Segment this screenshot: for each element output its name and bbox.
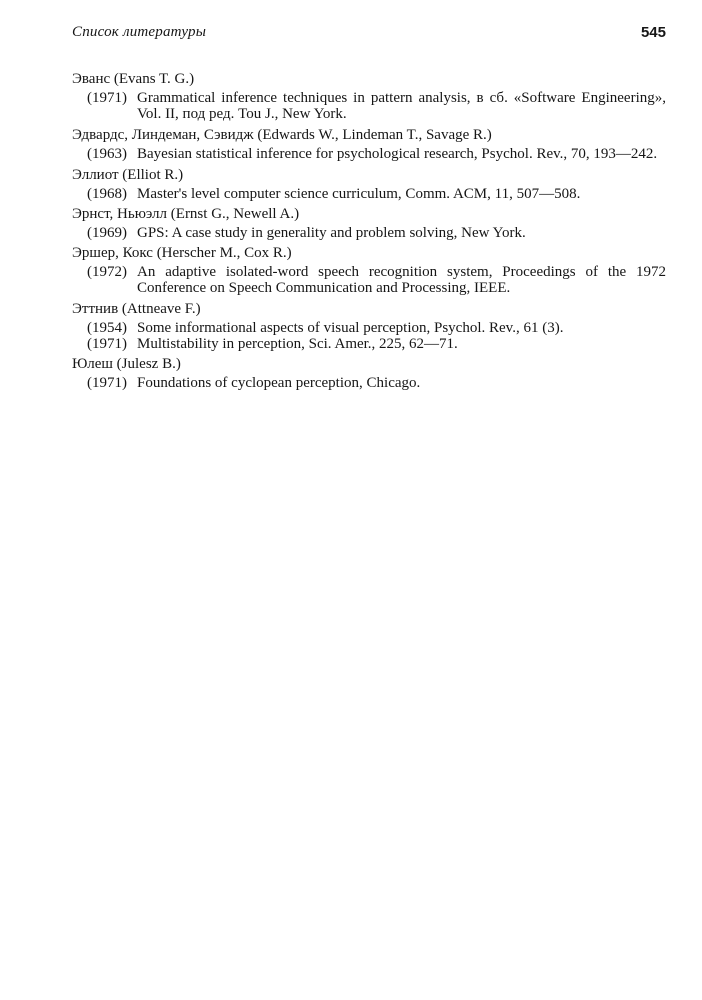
works-list: [72, 320, 666, 352]
author-line: Эванс (Evans T. G.): [72, 71, 195, 87]
work-text: Multistability in perception, Sci. Amer., 225, 62—71.: [137, 336, 458, 352]
work-item: [72, 146, 666, 162]
work-year: (1968): [87, 186, 127, 202]
work-year: (1969): [87, 225, 127, 241]
author-line: Эллиот (Elliot R.): [72, 167, 184, 183]
work-year: (1963): [87, 146, 127, 162]
author-line: Юлеш (Julesz B.): [72, 356, 181, 372]
page-number: 545: [640, 24, 666, 41]
bib-entry-evans: [72, 70, 666, 122]
work-text: Bayesian statistical inference for psychological research, Psychol. Rev., 70, 193—242.: [137, 146, 658, 162]
work-text: Master's level computer science curriculum, Comm. ACM, 11, 507—508.: [137, 186, 581, 202]
works-list: [72, 375, 666, 391]
work-text: Grammatical inference techniques in pattern analysis, в сб. «Software Engineering», Vol. II, под ред. Tou J., New York.: [137, 90, 666, 122]
work-item: [72, 320, 666, 336]
work-item: [72, 264, 666, 296]
bib-entry-julesz: [72, 355, 666, 391]
work-year: (1971): [87, 336, 127, 352]
author-line: Эдвардс, Линдеман, Сэвидж (Edwards W., Lindeman T., Savage R.): [72, 127, 492, 143]
bib-entry-ernst: [72, 205, 666, 241]
work-year: (1971): [87, 375, 127, 391]
work-item: [72, 90, 666, 122]
work-item: [72, 375, 666, 391]
page-header: [72, 22, 666, 46]
author-line: Эрнст, Ньюэлл (Ernst G., Newell A.): [72, 206, 300, 222]
author-line: Эршер, Кокс (Herscher M., Cox R.): [72, 245, 292, 261]
bib-entry-elliot: [72, 166, 666, 202]
bibliography: [72, 70, 666, 394]
bib-entry-attneave: [72, 300, 666, 352]
running-head: Список литературы: [72, 24, 207, 40]
work-text: GPS: A case study in generality and problem solving, New York.: [137, 225, 526, 241]
works-list: [72, 186, 666, 202]
works-list: [72, 264, 666, 296]
work-item: [72, 336, 666, 352]
work-year: (1954): [87, 320, 127, 336]
work-year: (1971): [87, 90, 127, 106]
work-item: [72, 186, 666, 202]
works-list: [72, 146, 666, 162]
work-text: Some informational aspects of visual perception, Psychol. Rev., 61 (3).: [137, 320, 564, 336]
bib-entry-edwards: [72, 126, 666, 162]
bib-entry-herscher: [72, 244, 666, 296]
work-text: An adaptive isolated-word speech recognition system, Proceedings of the 1972 Conference on Speech Communication and Processing, IEEE.: [137, 264, 666, 296]
works-list: [72, 225, 666, 241]
author-line: Эттнив (Attneave F.): [72, 301, 201, 317]
work-item: [72, 225, 666, 241]
works-list: [72, 90, 666, 122]
work-text: Foundations of cyclopean perception, Chicago.: [137, 375, 421, 391]
work-year: (1972): [87, 264, 127, 280]
